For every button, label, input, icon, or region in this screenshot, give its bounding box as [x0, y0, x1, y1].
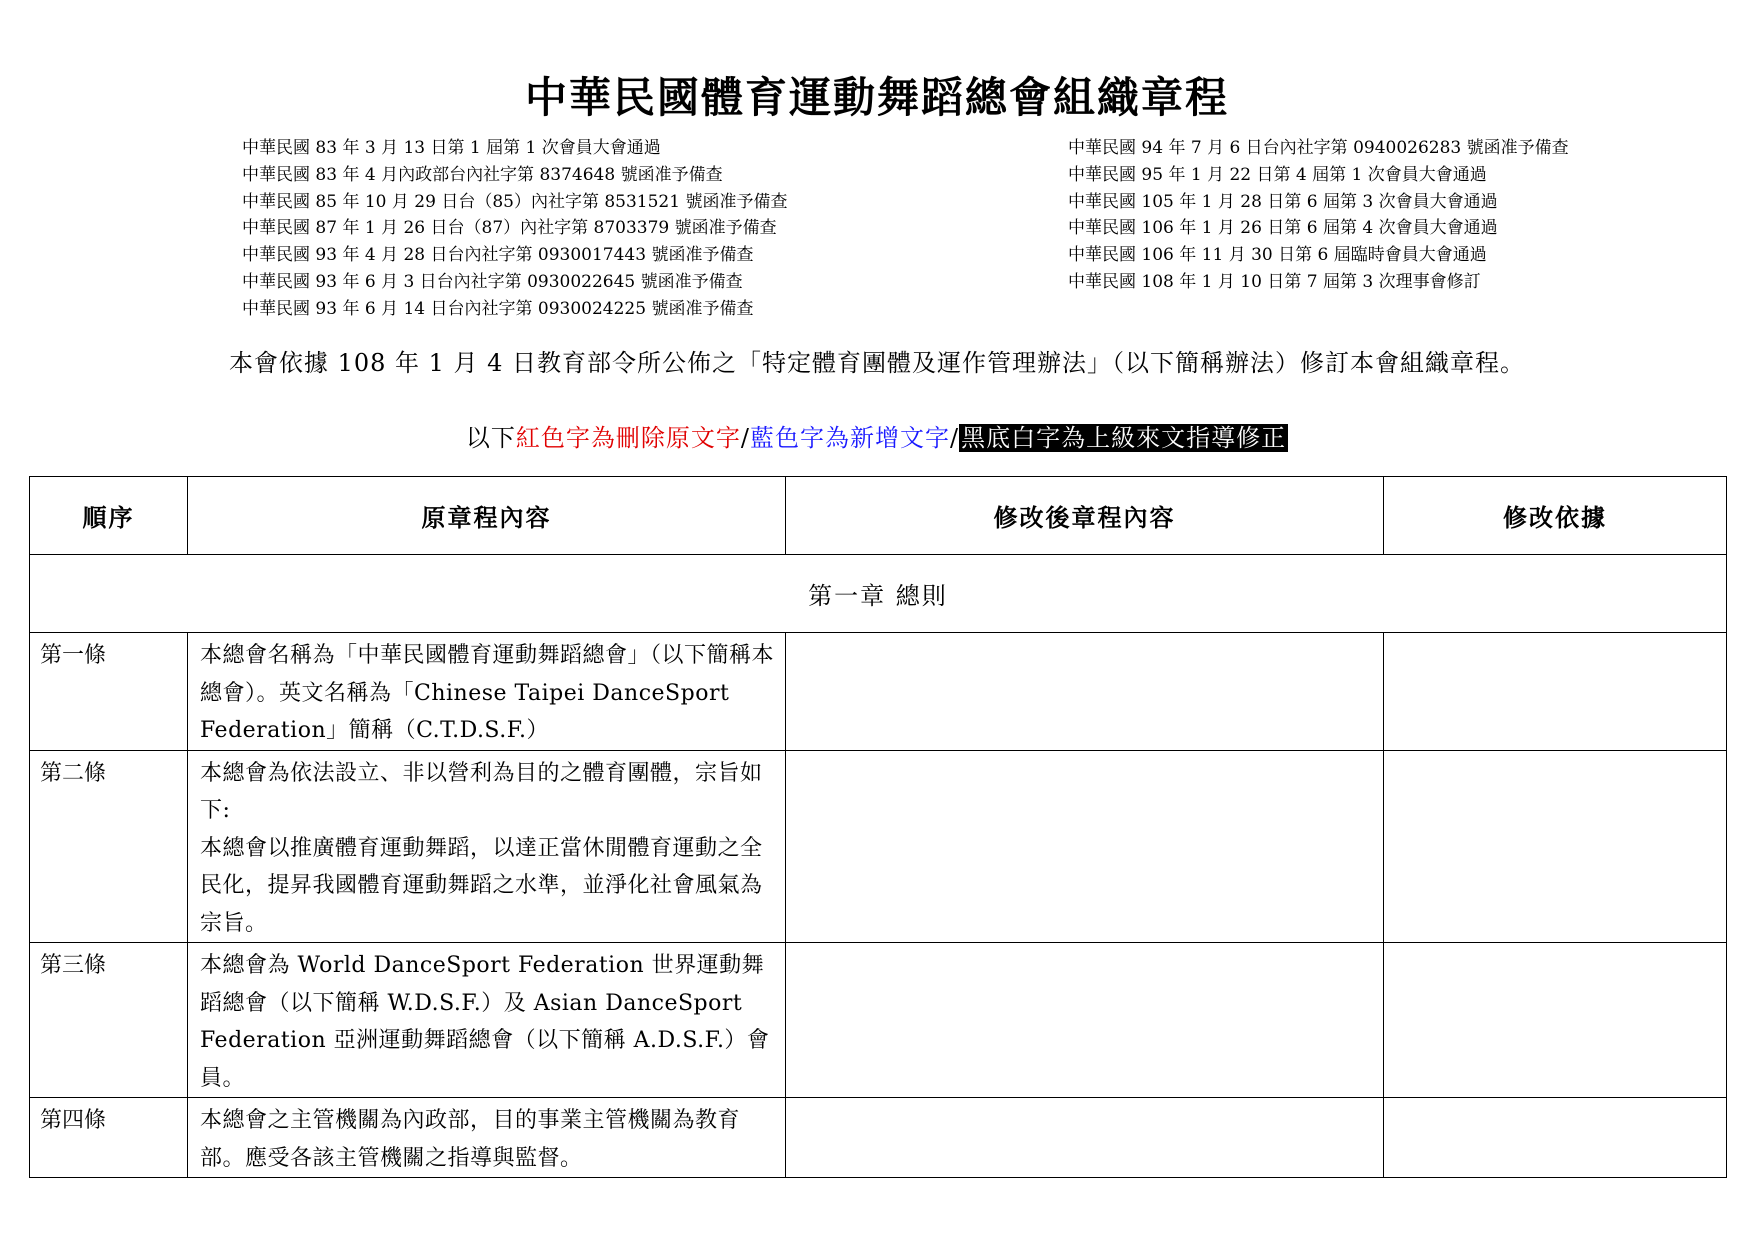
history-line: 中華民國 87 年 1 月 26 日台（87）內社字第 8703379 號函准予備查 [242, 218, 777, 239]
history-line: 中華民國 93 年 6 月 3 日台內社字第 0930022645 號函准予備查 [242, 271, 743, 292]
history-line: 中華民國 95 年 1 月 22 日第 4 屆第 1 次會員大會通過 [1068, 164, 1487, 185]
legend-prefix: 以下 [465, 424, 516, 452]
history-line: 中華民國 93 年 4 月 28 日台內社字第 0930017443 號函准予備查 [242, 245, 754, 266]
revision-basis-cell [1384, 633, 1727, 751]
history-line: 中華民國 83 年 4 月內政部台內社字第 8374648 號函准予備查 [242, 164, 723, 185]
history-line: 中華民國 105 年 1 月 28 日第 6 屆第 3 次會員大會通過 [1068, 191, 1498, 212]
original-content-cell [188, 750, 786, 943]
legend-guidance-text: 黑底白字為上級來文指導修正 [961, 424, 1287, 452]
table-row [30, 633, 1727, 751]
table-header-row [30, 477, 1727, 555]
header-order: 順序 [30, 477, 188, 555]
revision-history-left [242, 135, 787, 323]
revision-history-right [1068, 135, 1569, 296]
header-revision-basis: 修改依據 [1384, 477, 1727, 555]
history-line: 中華民國 94 年 7 月 6 日台內社字第 0940026283 號函准予備查 [1068, 138, 1569, 158]
header-revised-content: 修改後章程內容 [786, 477, 1384, 555]
legend-separator: / [950, 424, 960, 452]
original-content-paragraph: 本總會為依法設立、非以營利為目的之體育團體，宗旨如下: [200, 760, 763, 823]
revised-content-cell [786, 633, 1384, 751]
article-number: 第三條 [30, 943, 188, 1098]
revised-content-cell [786, 1098, 1384, 1178]
revision-table [29, 476, 1727, 1178]
legend-added-text: 藍色字為新增文字 [750, 424, 950, 452]
table-row [30, 943, 1727, 1098]
revised-content-cell [786, 943, 1384, 1098]
table-row [30, 750, 1727, 943]
table-row [30, 1098, 1727, 1178]
chapter-heading: 第一章 總則 [30, 555, 1727, 633]
article-number: 第二條 [30, 750, 188, 943]
history-line: 中華民國 85 年 10 月 29 日台（85）內社字第 8531521 號函准予備查 [242, 191, 788, 212]
header-original-content: 原章程內容 [188, 477, 786, 555]
article-number: 第一條 [30, 633, 188, 751]
color-legend [0, 420, 1754, 456]
original-content-paragraph: 本總會以推廣體育運動舞蹈，以達正當休閒體育運動之全民化，提昇我國體育運動舞蹈之水準，並淨化社會風氣為宗旨。 [200, 835, 763, 936]
legend-separator: / [740, 424, 750, 452]
history-line: 中華民國 106 年 1 月 26 日第 6 屆第 4 次會員大會通過 [1068, 218, 1498, 239]
history-line: 中華民國 108 年 1 月 10 日第 7 屆第 3 次理事會修訂 [1068, 271, 1481, 292]
revision-basis-cell [1384, 750, 1727, 943]
history-line: 中華民國 93 年 6 月 14 日台內社字第 0930024225 號函准予備查 [242, 298, 754, 319]
original-content-cell: 本總會之主管機關為內政部，目的事業主管機關為教育部。應受各該主管機關之指導與監督。 [188, 1098, 786, 1178]
revision-basis-cell [1384, 943, 1727, 1098]
original-content-cell: 本總會名稱為「中華民國體育運動舞蹈總會」（以下簡稱本總會）。英文名稱為「Chinese Taipei DanceSport Federation」簡稱（C.T.D.S.F.） [188, 633, 786, 751]
history-line: 中華民國 83 年 3 月 13 日第 1 屆第 1 次會員大會通過 [242, 138, 661, 158]
revised-content-cell [786, 750, 1384, 943]
chapter-row [30, 555, 1727, 633]
history-line: 中華民國 106 年 11 月 30 日第 6 屆臨時會員大會通過 [1068, 245, 1487, 266]
legend-deleted-text: 紅色字為刪除原文字 [515, 424, 741, 452]
original-content-cell: 本總會為 World DanceSport Federation 世界運動舞蹈總會（以下簡稱 W.D.S.F.）及 Asian DanceSport Federation 亞洲運動舞蹈總會（以下簡稱 A.D.S.F.）會員。 [188, 943, 786, 1098]
revision-basis-cell [1384, 1098, 1727, 1178]
intro-paragraph: 本會依據 108 年 1 月 4 日教育部令所公佈之「特定體育團體及運作管理辦法」（以下簡稱辦法）修訂本會組織章程。 [228, 349, 1526, 377]
document-title: 中華民國體育運動舞蹈總會組織章程 [524, 73, 1229, 122]
article-number: 第四條 [30, 1098, 188, 1178]
